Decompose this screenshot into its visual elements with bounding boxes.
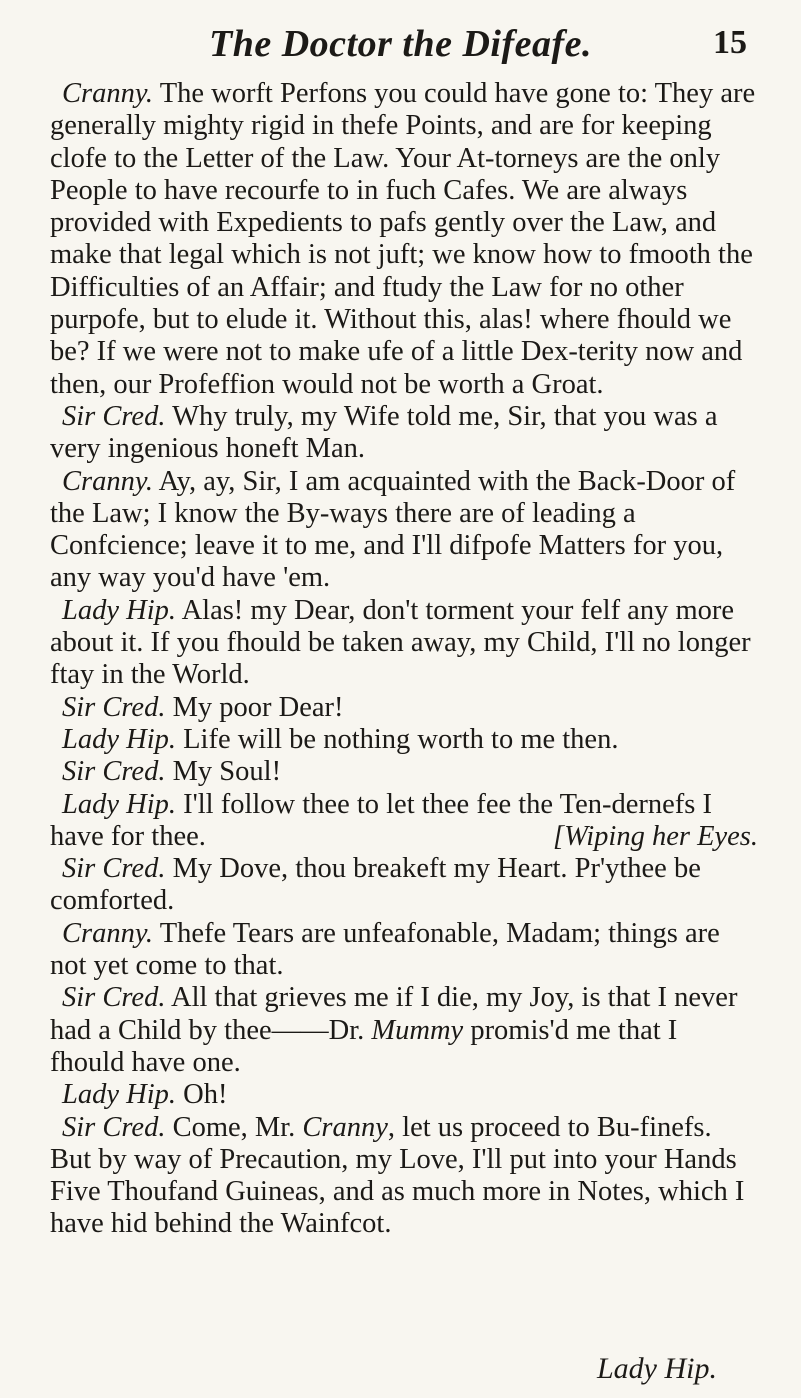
page-number: 15	[713, 24, 747, 61]
speech-text: All that grieves me if I die, my Joy, is that I never had a Child by thee——Dr.	[50, 982, 738, 1046]
speech-lady-hip-2	[50, 724, 758, 756]
speaker-cranny: Cranny.	[62, 917, 154, 949]
speech-sir-cred-4	[50, 853, 758, 918]
speech-lady-hip-1	[50, 595, 758, 692]
speech-sir-cred-3	[50, 756, 758, 788]
stage-direction: [Wiping her Eyes.	[552, 820, 758, 852]
speech-sir-cred-1	[50, 401, 758, 466]
speaker-lady-hip: Lady Hip.	[62, 723, 176, 755]
speaker-cranny: Cranny.	[62, 465, 154, 497]
speech-text: I'll follow thee to let thee fee the Ten-dernefs I have for thee.	[50, 788, 712, 852]
speech-text: , let us proceed to Bu-finefs. But by way of Precaution, my Love, I'll put into your Hands Five Thoufand Guineas, and as much more in Notes, which I have hid behind the Wainfcot.	[50, 1111, 745, 1240]
speaker-sir-cred: Sir Cred.	[62, 400, 166, 432]
speech-sir-cred-5	[50, 982, 758, 1079]
speaker-lady-hip: Lady Hip.	[62, 788, 176, 820]
speaker-cranny: Cranny.	[62, 78, 154, 109]
page-header	[0, 22, 801, 72]
speech-sir-cred-6	[50, 1112, 758, 1241]
speaker-lady-hip: Lady Hip.	[62, 594, 176, 626]
speech-text: My poor Dear!	[172, 691, 344, 723]
speech-cranny-1	[50, 78, 758, 401]
speech-text: Come, Mr.	[172, 1111, 296, 1143]
dialogue-text	[50, 78, 758, 1241]
running-title: The Doctor the Difeafe.	[209, 23, 592, 65]
speaker-sir-cred: Sir Cred.	[62, 982, 166, 1014]
speech-text: promis'd me that I fhould have one.	[50, 1014, 678, 1078]
speech-lady-hip-3	[50, 789, 758, 854]
speech-text: My Soul!	[172, 756, 282, 788]
speaker-sir-cred: Sir Cred.	[62, 756, 166, 788]
speaker-sir-cred: Sir Cred.	[62, 853, 166, 885]
speech-text: Thefe Tears are unfeafonable, Madam; things are not yet come to that.	[50, 917, 720, 982]
speech-text: Why truly, my Wife told me, Sir, that you was a very ingenious honeft Man.	[50, 400, 718, 465]
speech-text: The worft Perfons you could have gone to: They are generally mighty rigid in thefe Points, and are for keeping clofe to the Letter of the Law. Your At-torneys are the only People to have recourfe to in fuch Cafes. We are always provided with Expedients to pafs gently over the Law, and make that legal which is not juft; we know how to fmooth the Difficulties of an Affair; and ftudy the Law for no other purpofe, but to elude it. Without this, alas! where fhould we be? If we were not to make ufe of a little Dex-terity now and then, our Profeffion would not be worth a Groat.	[50, 78, 756, 400]
speaker-sir-cred: Sir Cred.	[62, 1111, 166, 1143]
name-cranny: Cranny	[302, 1111, 388, 1143]
speech-lady-hip-4	[50, 1079, 758, 1111]
speech-text: My Dove, thou breakeft my Heart. Pr'ythee be comforted.	[50, 853, 701, 917]
speaker-lady-hip: Lady Hip.	[62, 1079, 176, 1111]
speech-text: Oh!	[183, 1079, 228, 1111]
catchword: Lady Hip.	[597, 1352, 717, 1385]
name-mummy: Mummy	[371, 1014, 464, 1046]
speech-sir-cred-2	[50, 692, 758, 724]
speech-cranny-2	[50, 466, 758, 595]
speaker-sir-cred: Sir Cred.	[62, 691, 166, 723]
speech-cranny-3	[50, 918, 758, 983]
speech-text: Ay, ay, Sir, I am acquainted with the Back-Door of the Law; I know the By-ways there are of leading a Confcience; leave it to me, and I'll difpofe Matters for you, any way you'd have 'em.	[50, 465, 736, 594]
speech-text: Alas! my Dear, don't torment your felf any more about it. If you fhould be taken away, my Child, I'll no longer ftay in the World.	[50, 594, 751, 691]
speech-text: Life will be nothing worth to me then.	[183, 723, 619, 755]
